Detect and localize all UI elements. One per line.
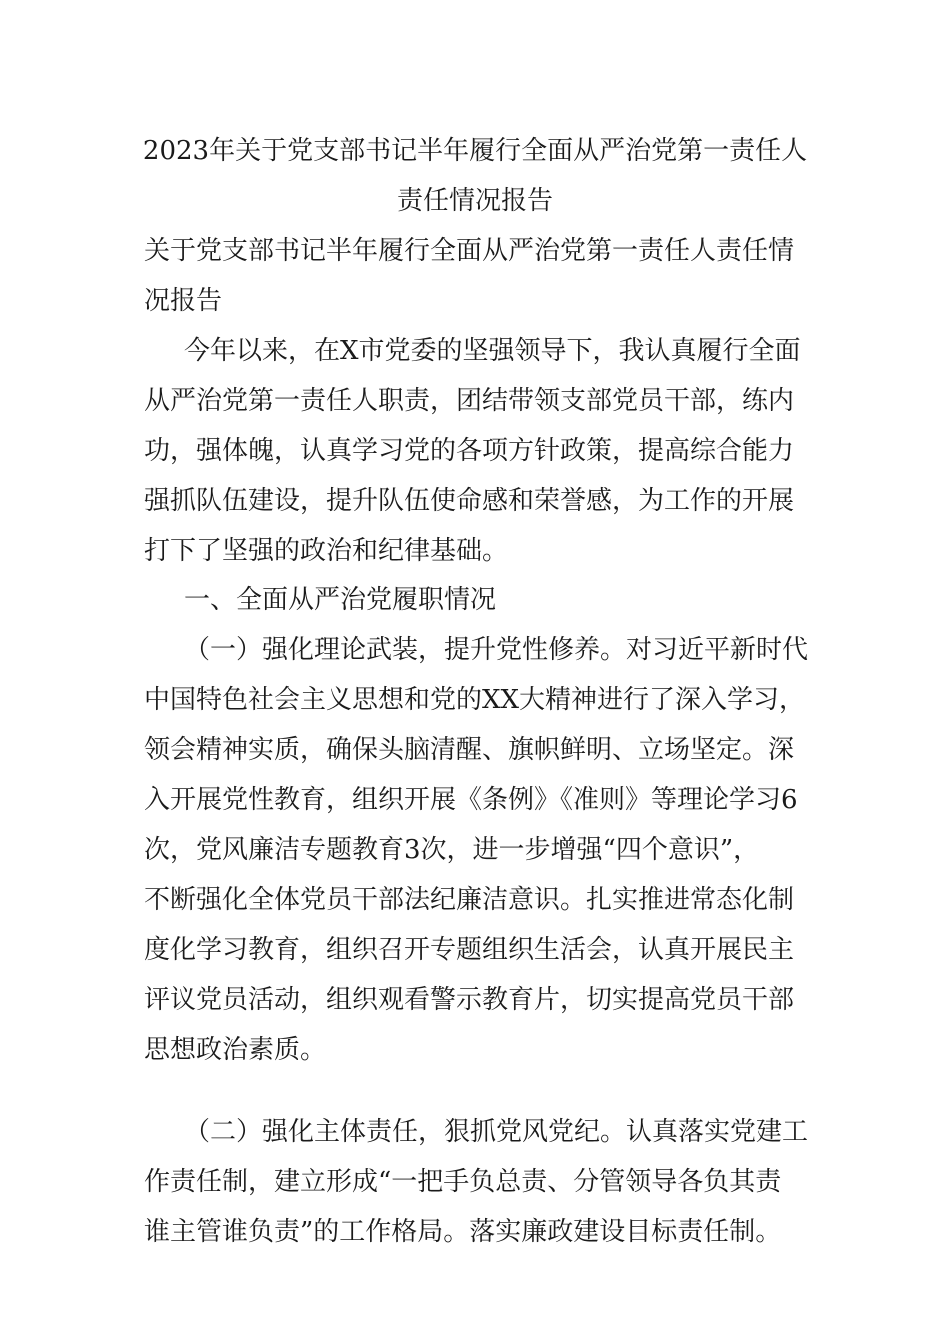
paragraph-line: 作责任制，建立形成“一把手负总责、分管领导各负其责 [144, 1167, 782, 1197]
subtitle-line: 况报告 [144, 286, 223, 316]
paragraph-line: 打下了坚强的政治和纪律基础。 [144, 536, 509, 566]
section-paragraph-2 [144, 1107, 808, 1257]
paragraph-line: 入开展党性教育，组织开展《条例》《准则》等理论学习6 [144, 785, 798, 815]
paragraph-line: 思想政治素质。 [144, 1035, 327, 1065]
paragraph-line: 度化学习教育，组织召开专题组织生活会，认真开展民主 [144, 935, 795, 965]
section-heading [144, 575, 808, 625]
paragraph-line: 强抓队伍建设，提升队伍使命感和荣誉感，为工作的开展 [144, 486, 795, 516]
document-title-line-2: 责任情况报告 [396, 186, 553, 216]
intro-paragraph [144, 326, 808, 576]
paragraph-line: 评议党员活动，组织观看警示教育片，切实提高党员干部 [144, 985, 795, 1015]
paragraph-line: （二）强化主体责任，狠抓党风党纪。认真落实党建工 [184, 1117, 809, 1147]
document-subtitle [144, 226, 808, 326]
document-title-line-1: 2023年关于党支部书记半年履行全面从严治党第一责任人 [142, 136, 808, 166]
paragraph-line: 今年以来，在X市党委的坚强领导下，我认真履行全面 [184, 336, 801, 366]
paragraph-line: 中国特色社会主义思想和党的XX大精神进行了深入学习， [144, 685, 806, 715]
paragraph-line: 从严治党第一责任人职责，团结带领支部党员干部，练内 [144, 386, 795, 416]
paragraph-line: 谁主管谁负责”的工作格局。落实廉政建设目标责任制。 [144, 1217, 782, 1247]
paragraph-line: 次，党风廉洁专题教育3次，进一步增强“四个意识”， [144, 835, 760, 865]
paragraph-line: 不断强化全体党员干部法纪廉洁意识。扎实推进常态化制 [144, 885, 795, 915]
subtitle-line: 关于党支部书记半年履行全面从严治党第一责任人责任情 [144, 236, 795, 266]
paragraph-line: 功，强体魄，认真学习党的各项方针政策，提高综合能力 [144, 436, 795, 466]
paragraph-line: 领会精神实质，确保头脑清醒、旗帜鲜明、立场坚定。深 [144, 735, 795, 765]
section-heading-text: 一、全面从严治党履职情况 [184, 585, 497, 615]
section-paragraph-1 [144, 625, 808, 1075]
paragraph-line: （一）强化理论武装，提升党性修养。对习近平新时代 [184, 635, 809, 665]
